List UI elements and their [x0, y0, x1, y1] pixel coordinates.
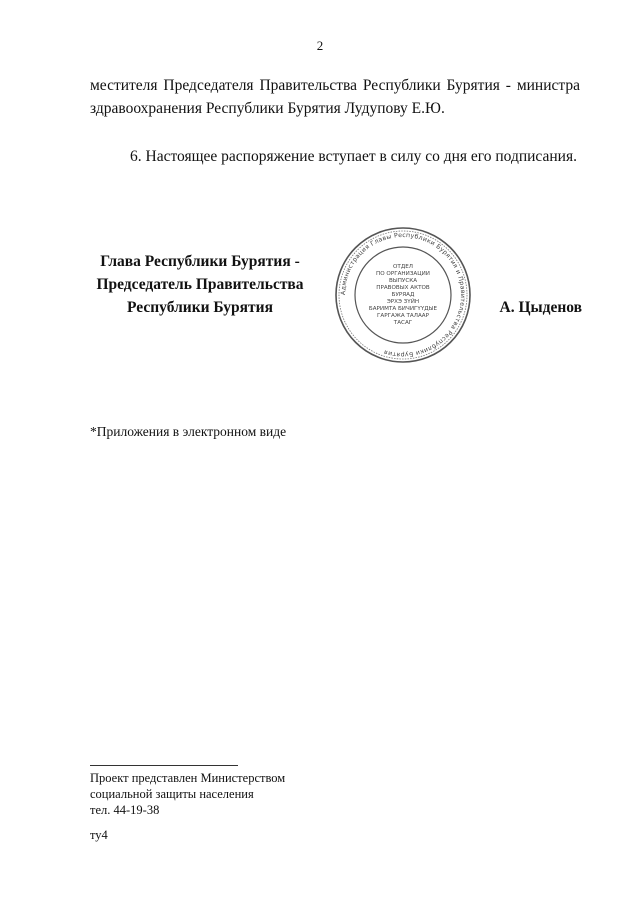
footnote-line: Проект представлен Министерством [90, 771, 286, 785]
seal-graphic [333, 225, 473, 365]
paragraph-continuation [90, 74, 580, 120]
footnote-line: социальной защиты населения [90, 787, 254, 801]
paragraph-line: здравоохранения Республики Бурятия Лудупову Е.Ю. [90, 100, 445, 117]
attachments-note: *Приложения в электронном виде [90, 424, 287, 439]
seal-inner-line: ЭРХЭ ЗҮЙН [386, 299, 420, 305]
seal-outer-text: Администрация Главы Республики Бурятия и Правительства Республики Бурятия [339, 231, 467, 359]
footnote-divider [90, 765, 238, 766]
seal-inner-line: ВЫПУСКА [388, 278, 418, 284]
signatory-position [90, 250, 310, 319]
seal-inner-line: ПРАВОВЫХ АКТОВ [376, 285, 430, 291]
page-number: 2 [316, 38, 324, 53]
position-line: Председатель Правительства [96, 276, 304, 293]
official-seal [333, 225, 473, 365]
footnote-phone: тел. 44-19-38 [90, 803, 160, 817]
position-line: Глава Республики Бурятия - [100, 253, 300, 270]
paragraph-6: 6. Настоящее распоряжение вступает в силу со дня его подписания. [130, 148, 577, 165]
seal-inner-line: БУРЯАД [391, 292, 415, 298]
seal-inner-line: БАРИМТА БИЧИГҮҮДЫЕ [368, 306, 438, 312]
position-line: Республики Бурятия [127, 299, 273, 316]
seal-inner-line: ТАСАГ [393, 320, 413, 326]
signatory-name: А. Цыденов [499, 299, 582, 316]
footnote [90, 770, 285, 818]
document-code: ту4 [90, 828, 108, 842]
seal-inner-line: ОТДЕЛ [393, 264, 413, 270]
seal-inner-line: ПО ОРГАНИЗАЦИИ [376, 271, 430, 277]
seal-inner-line: ГАРГАЖА ТАЛААР [377, 313, 429, 319]
paragraph-line: местителя Председателя Правительства Республики Бурятия - министра [90, 77, 580, 94]
